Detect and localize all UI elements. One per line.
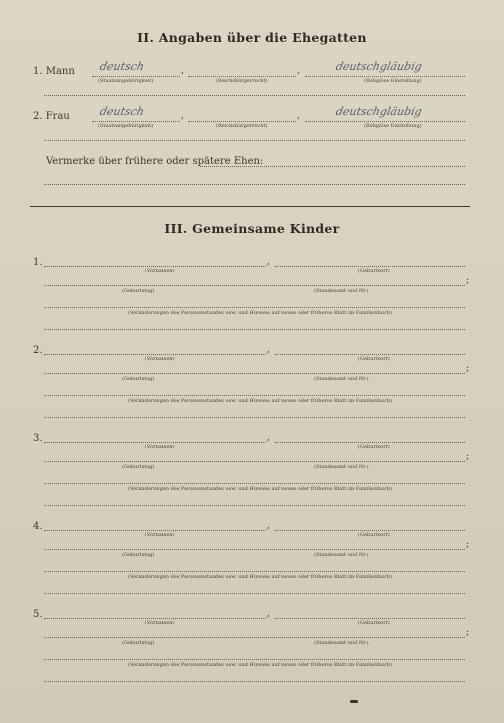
child-birthplace-line: [275, 618, 465, 619]
child-extra-line: [44, 417, 465, 418]
child-extra-line: [44, 681, 465, 682]
ink-mark: [350, 700, 358, 703]
remarks-line-1: [200, 166, 465, 167]
child-changes-caption: (Veränderungen des Personenstandes usw. und Hinweis auf neues oder früheres Blatt im Familienbuch): [128, 398, 392, 404]
comma: ,: [297, 111, 300, 121]
child-changes-caption: (Veränderungen des Personenstandes usw. und Hinweis auf neues oder früheres Blatt im Familienbuch): [128, 486, 392, 492]
child-changes-line: [44, 659, 465, 660]
child-firstname-caption: (Vornamen): [145, 356, 175, 362]
child-birthplace-line: [275, 266, 465, 267]
semicolon: ;: [466, 364, 470, 374]
comma: ,: [267, 433, 270, 443]
child-firstname-caption: (Vornamen): [145, 620, 175, 626]
semicolon: ;: [466, 452, 470, 462]
child-extra-line: [44, 505, 465, 506]
wife-label: 2. Frau: [33, 111, 70, 122]
section-ii-title: II. Angaben über die Ehegatten: [137, 30, 367, 45]
man-religion-value: deutschgläubig: [334, 60, 424, 73]
wife-religion-value: deutschgläubig: [334, 105, 424, 118]
section-iii-title: III. Gemeinsame Kinder: [164, 221, 340, 236]
child-registry-caption: (Standesamt und Nr.): [314, 288, 369, 294]
child-number: 5.: [33, 609, 43, 620]
comma: ,: [267, 521, 270, 531]
man-religion-caption: (Religiöse Einstellung): [364, 78, 422, 84]
wife-reich-caption: (Reichsbürgerrecht): [216, 123, 268, 129]
child-birthday-line: [44, 461, 465, 462]
child-changes-line: [44, 395, 465, 396]
child-birthplace-caption: (Geburtsort): [358, 268, 390, 274]
child-firstname-caption: (Vornamen): [145, 532, 175, 538]
remarks-line-2: [44, 184, 465, 185]
child-birthday-caption: (Geburtstag): [122, 552, 155, 558]
child-birthday-line: [44, 549, 465, 550]
child-firstname-line: [44, 266, 266, 267]
comma: ,: [181, 111, 184, 121]
section-divider: [30, 206, 470, 207]
child-changes-caption: (Veränderungen des Personenstandes usw. und Hinweis auf neues oder früheres Blatt im Familienbuch): [128, 574, 392, 580]
child-firstname-line: [44, 530, 266, 531]
child-birthplace-line: [275, 530, 465, 531]
child-registry-caption: (Standesamt und Nr.): [314, 640, 369, 646]
wife-citizenship-value: deutsch: [98, 105, 146, 118]
child-birthplace-caption: (Geburtsort): [358, 620, 390, 626]
child-birthday-caption: (Geburtstag): [122, 288, 155, 294]
comma: ,: [267, 609, 270, 619]
wife-extra-line: [44, 140, 465, 141]
semicolon: ;: [466, 540, 470, 550]
child-registry-caption: (Standesamt und Nr.): [314, 552, 369, 558]
man-extra-line: [44, 95, 465, 96]
wife-citizenship-caption: (Staatsangehörigkeit): [98, 123, 154, 129]
remarks-label: Vermerke über frühere oder spätere Ehen:: [46, 156, 264, 167]
child-birthplace-caption: (Geburtsort): [358, 444, 390, 450]
child-birthplace-caption: (Geburtsort): [358, 356, 390, 362]
man-citizenship-value: deutsch: [98, 60, 146, 73]
child-firstname-line: [44, 354, 266, 355]
child-changes-caption: (Veränderungen des Personenstandes usw. und Hinweis auf neues oder früheres Blatt im Familienbuch): [128, 310, 392, 316]
semicolon: ;: [466, 276, 470, 286]
child-firstname-caption: (Vornamen): [145, 268, 175, 274]
child-birthplace-caption: (Geburtsort): [358, 532, 390, 538]
child-birthday-caption: (Geburtstag): [122, 640, 155, 646]
man-reich-line: [188, 76, 296, 77]
comma: ,: [297, 66, 300, 76]
man-label: 1. Mann: [33, 66, 75, 77]
wife-religion-line: [305, 121, 465, 122]
child-firstname-line: [44, 618, 266, 619]
child-registry-caption: (Standesamt und Nr.): [314, 464, 369, 470]
wife-reich-line: [188, 121, 296, 122]
child-number: 3.: [33, 433, 43, 444]
man-citizenship-caption: (Staatsangehörigkeit): [98, 78, 154, 84]
child-birthday-line: [44, 285, 465, 286]
child-number: 4.: [33, 521, 43, 532]
child-birthday-line: [44, 637, 465, 638]
child-changes-line: [44, 483, 465, 484]
wife-religion-caption: (Religiöse Einstellung): [364, 123, 422, 129]
child-number: 2.: [33, 345, 43, 356]
man-religion-line: [305, 76, 465, 77]
child-birthplace-line: [275, 354, 465, 355]
child-extra-line: [44, 593, 465, 594]
child-birthday-caption: (Geburtstag): [122, 376, 155, 382]
child-birthday-line: [44, 373, 465, 374]
man-citizenship-line: [92, 76, 180, 77]
semicolon: ;: [466, 628, 470, 638]
comma: ,: [267, 345, 270, 355]
child-birthplace-line: [275, 442, 465, 443]
child-changes-line: [44, 571, 465, 572]
man-reich-caption: (Reichsbürgerrecht): [216, 78, 268, 84]
child-number: 1.: [33, 257, 43, 268]
child-birthday-caption: (Geburtstag): [122, 464, 155, 470]
comma: ,: [181, 66, 184, 76]
child-firstname-caption: (Vornamen): [145, 444, 175, 450]
child-changes-line: [44, 307, 465, 308]
wife-citizenship-line: [92, 121, 180, 122]
comma: ,: [267, 257, 270, 267]
child-changes-caption: (Veränderungen des Personenstandes usw. und Hinweis auf neues oder früheres Blatt im Familienbuch): [128, 662, 392, 668]
child-extra-line: [44, 329, 465, 330]
child-firstname-line: [44, 442, 266, 443]
child-registry-caption: (Standesamt und Nr.): [314, 376, 369, 382]
